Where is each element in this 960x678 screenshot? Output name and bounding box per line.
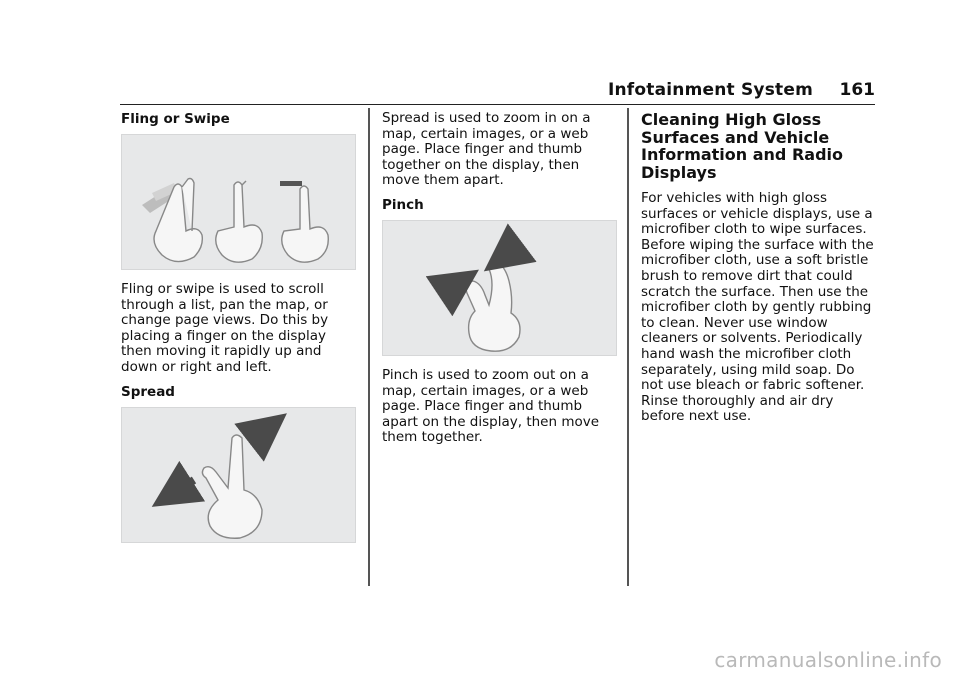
spread-description: Spread is used to zoom in on a map, certain images, or a web page. Place finger and thumb together on the display, then move them apart. bbox=[382, 110, 591, 189]
hand-swipe-icon bbox=[142, 179, 202, 262]
arrow-icon bbox=[503, 245, 519, 257]
arrow-icon bbox=[441, 283, 459, 295]
pinch-illustration bbox=[382, 220, 617, 356]
spread-heading: Spread bbox=[121, 383, 175, 400]
fling-description: Fling or swipe is used to scroll through a list, pan the map, or change page views. Do this by placing a finger on the display then moving it rapidly up and down or right and left. bbox=[121, 281, 329, 375]
page-header bbox=[120, 80, 875, 105]
pinch-description: Pinch is used to zoom out on a map, certain images, or a web page. Place finger and thumb apart on the display, then move them together. bbox=[382, 366, 600, 446]
hand-swipe-icon bbox=[280, 181, 328, 262]
watermark: carmanualsonline.info bbox=[714, 648, 942, 672]
arrow-icon bbox=[250, 428, 268, 442]
hand-spread-icon bbox=[202, 435, 262, 538]
column-3 bbox=[641, 111, 875, 433]
column-2 bbox=[382, 111, 616, 454]
arrow-icon bbox=[172, 480, 194, 494]
section-title: Infotainment System bbox=[607, 80, 813, 100]
hand-pinch-icon bbox=[466, 261, 520, 351]
fling-heading: Fling or Swipe bbox=[121, 111, 230, 127]
column-divider bbox=[368, 108, 370, 586]
cleaning-description: For vehicles with high gloss surfaces or vehicle displays, use a microfiber cloth to wipe surfaces. Before wiping the surface with the microfiber cloth, use a soft bristle brush to remove dirt that could scratch the surface. Then use the microfiber cloth by gently rubbing to clean. Never use window cleaners or solvents. Periodically hand wash the microfiber cloth separately, using mild soap. Do not use bleach or fabric softener. Rinse thoroughly and air dry before next use. bbox=[641, 190, 874, 425]
cleaning-heading: Cleaning High Gloss Surfaces and Vehicle Information and Radio Displays bbox=[641, 110, 843, 182]
page-number: 161 bbox=[839, 80, 875, 100]
column-divider bbox=[627, 108, 629, 586]
spread-illustration bbox=[121, 407, 356, 543]
pinch-heading: Pinch bbox=[382, 196, 424, 213]
hand-swipe-icon bbox=[216, 181, 263, 262]
column-1 bbox=[121, 111, 355, 555]
fling-swipe-illustration bbox=[121, 134, 356, 270]
